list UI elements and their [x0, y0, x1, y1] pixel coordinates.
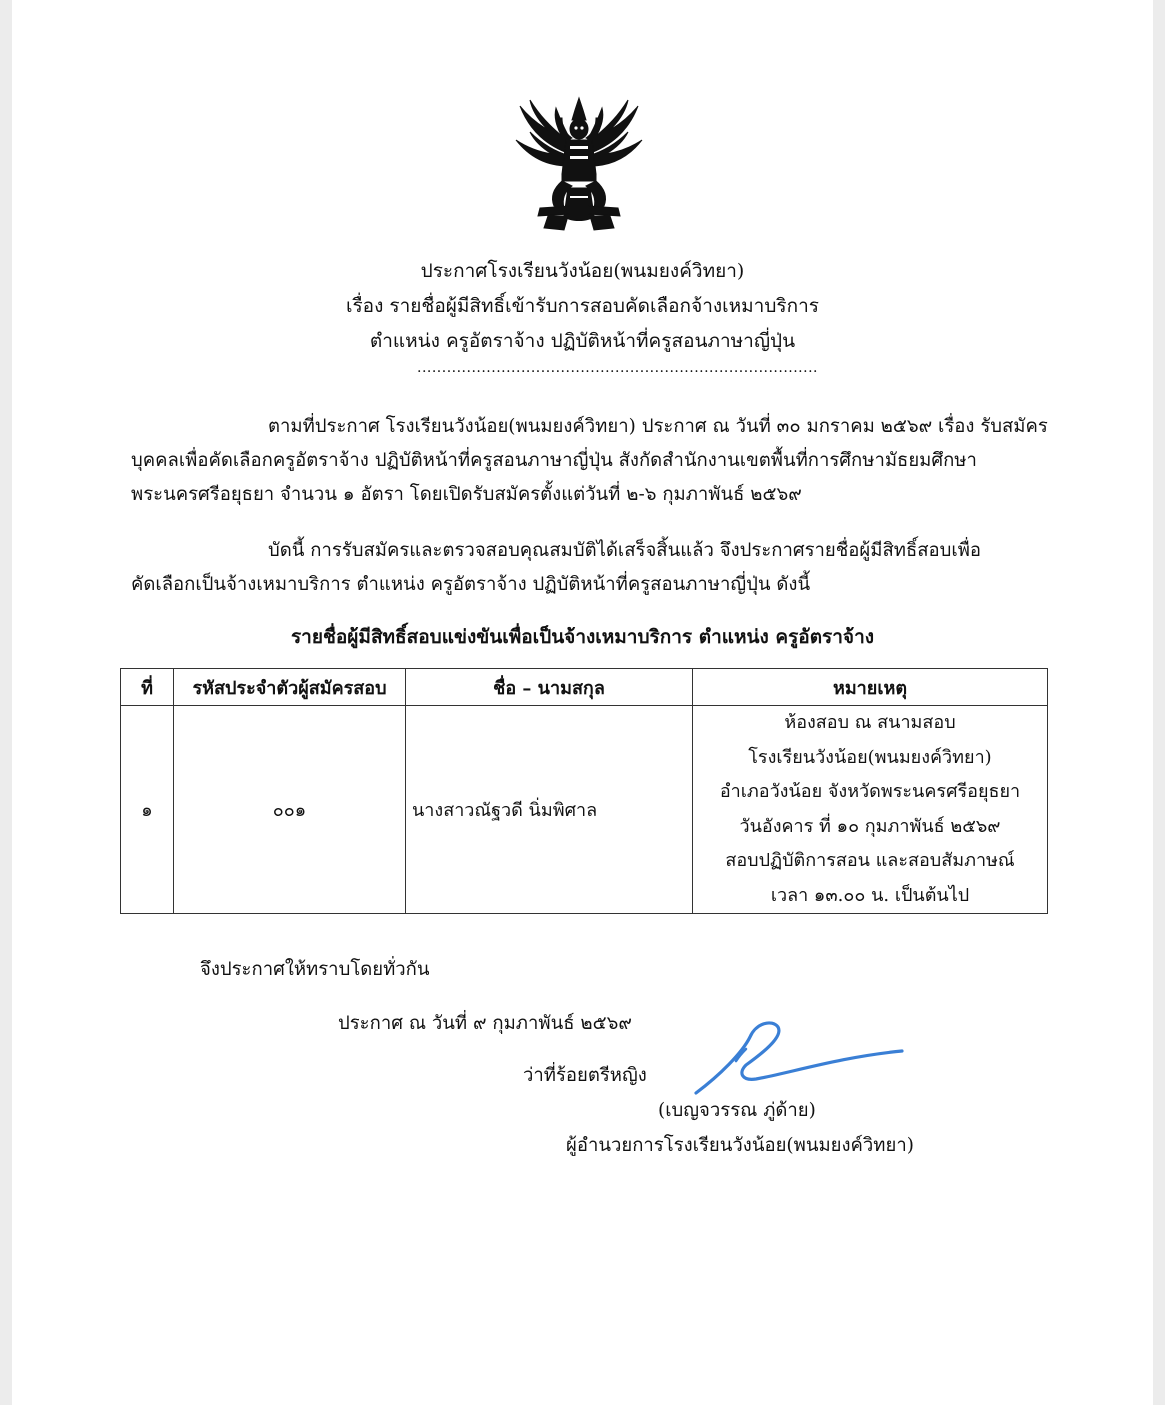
candidate-table — [120, 668, 1048, 914]
signer-position: ผู้อำนวยการโรงเรียนวังน้อย(พนมยงค์วิทยา) — [566, 1135, 914, 1156]
paragraph-line: คัดเลือกเป็นจ้างเหมาบริการ ตำแหน่ง ครูอัตราจ้าง ปฏิบัติหน้าที่ครูสอนภาษาญี่ปุ่น ดังนี้ — [131, 574, 811, 595]
table-row — [121, 706, 1048, 914]
announcement-subject: เรื่อง รายชื่อผู้มีสิทธิ์เข้ารับการสอบคัดเลือกจ้างเหมาบริการ — [345, 295, 819, 317]
announcement-position: ตำแหน่ง ครูอัตราจ้าง ปฏิบัติหน้าที่ครูสอนภาษาญี่ปุ่น — [369, 330, 796, 352]
signer-rank: ว่าที่ร้อยตรีหญิง — [523, 1065, 647, 1086]
cell-name: นางสาวณัฐวดี นิ่มพิศาล — [406, 706, 693, 914]
cell-number: ๑ — [121, 706, 174, 914]
cell-applicant-id: ๐๐๑ — [174, 706, 406, 914]
paragraph-line: พระนครศรีอยุธยา จำนวน ๑ อัตรา โดยเปิดรับสมัครตั้งแต่วันที่ ๒-๖ กุมภาพันธ์ ๒๕๖๙ — [131, 484, 802, 505]
paragraph-line: บัดนี้ การรับสมัครและตรวจสอบคุณสมบัติได้เสร็จสิ้นแล้ว จึงประกาศรายชื่อผู้มีสิทธิ์สอบเพื่อ — [268, 540, 982, 561]
paragraph-line: บุคคลเพื่อคัดเลือกครูอัตราจ้าง ปฏิบัติหน้าที่ครูสอนภาษาญี่ปุ่น สังกัดสำนักงานเขตพื้นที่การศึกษามัธยมศึกษา — [131, 450, 977, 471]
remark-line: สอบปฏิบัติการสอน และสอบสัมภาษณ์ — [725, 850, 1015, 871]
column-header-applicant-id: รหัสประจำตัวผู้สมัครสอบ — [174, 669, 406, 706]
remark-line: เวลา ๑๓.๐๐ น. เป็นต้นไป — [770, 884, 970, 906]
remark-line: โรงเรียนวังน้อย(พนมยงค์วิทยา) — [748, 746, 992, 768]
column-header-remarks: หมายเหตุ — [693, 669, 1048, 706]
paragraph-line: ตามที่ประกาศ โรงเรียนวังน้อย(พนมยงค์วิทยา) ประกาศ ณ วันที่ ๓๐ มกราคม ๒๕๖๙ เรื่อง รับสมัคร — [268, 416, 1048, 437]
remark-line: วันอังคาร ที่ ๑๐ กุมภาพันธ์ ๒๕๖๙ — [739, 815, 1001, 837]
column-header-number: ที่ — [121, 669, 174, 706]
announcement-date: ประกาศ ณ วันที่ ๙ กุมภาพันธ์ ๒๕๖๙ — [338, 1013, 632, 1034]
column-header-name: ชื่อ – นามสกุล — [406, 669, 693, 706]
handwritten-signature — [690, 1015, 910, 1100]
announcement-title: ประกาศโรงเรียนวังน้อย(พนมยงค์วิทยา) — [420, 260, 745, 282]
cell-remarks — [693, 706, 1048, 914]
remark-line: ห้องสอบ ณ สนามสอบ — [784, 712, 956, 733]
separator-dots: ................................................................................. — [417, 360, 818, 376]
paragraph-background — [131, 410, 1048, 512]
table-header-row — [121, 669, 1048, 706]
paragraph-announcement — [131, 534, 1035, 602]
remark-line: อำเภอวังน้อย จังหวัดพระนครศรีอยุธยา — [719, 781, 1021, 802]
garuda-emblem — [508, 96, 650, 236]
closing-statement: จึงประกาศให้ทราบโดยทั่วกัน — [200, 959, 430, 980]
candidate-list-title: รายชื่อผู้มีสิทธิ์สอบแข่งขันเพื่อเป็นจ้างเหมาบริการ ตำแหน่ง ครูอัตราจ้าง — [290, 626, 875, 648]
signer-name: (เบญจวรรณ ภู่ด้าย) — [658, 1100, 816, 1121]
